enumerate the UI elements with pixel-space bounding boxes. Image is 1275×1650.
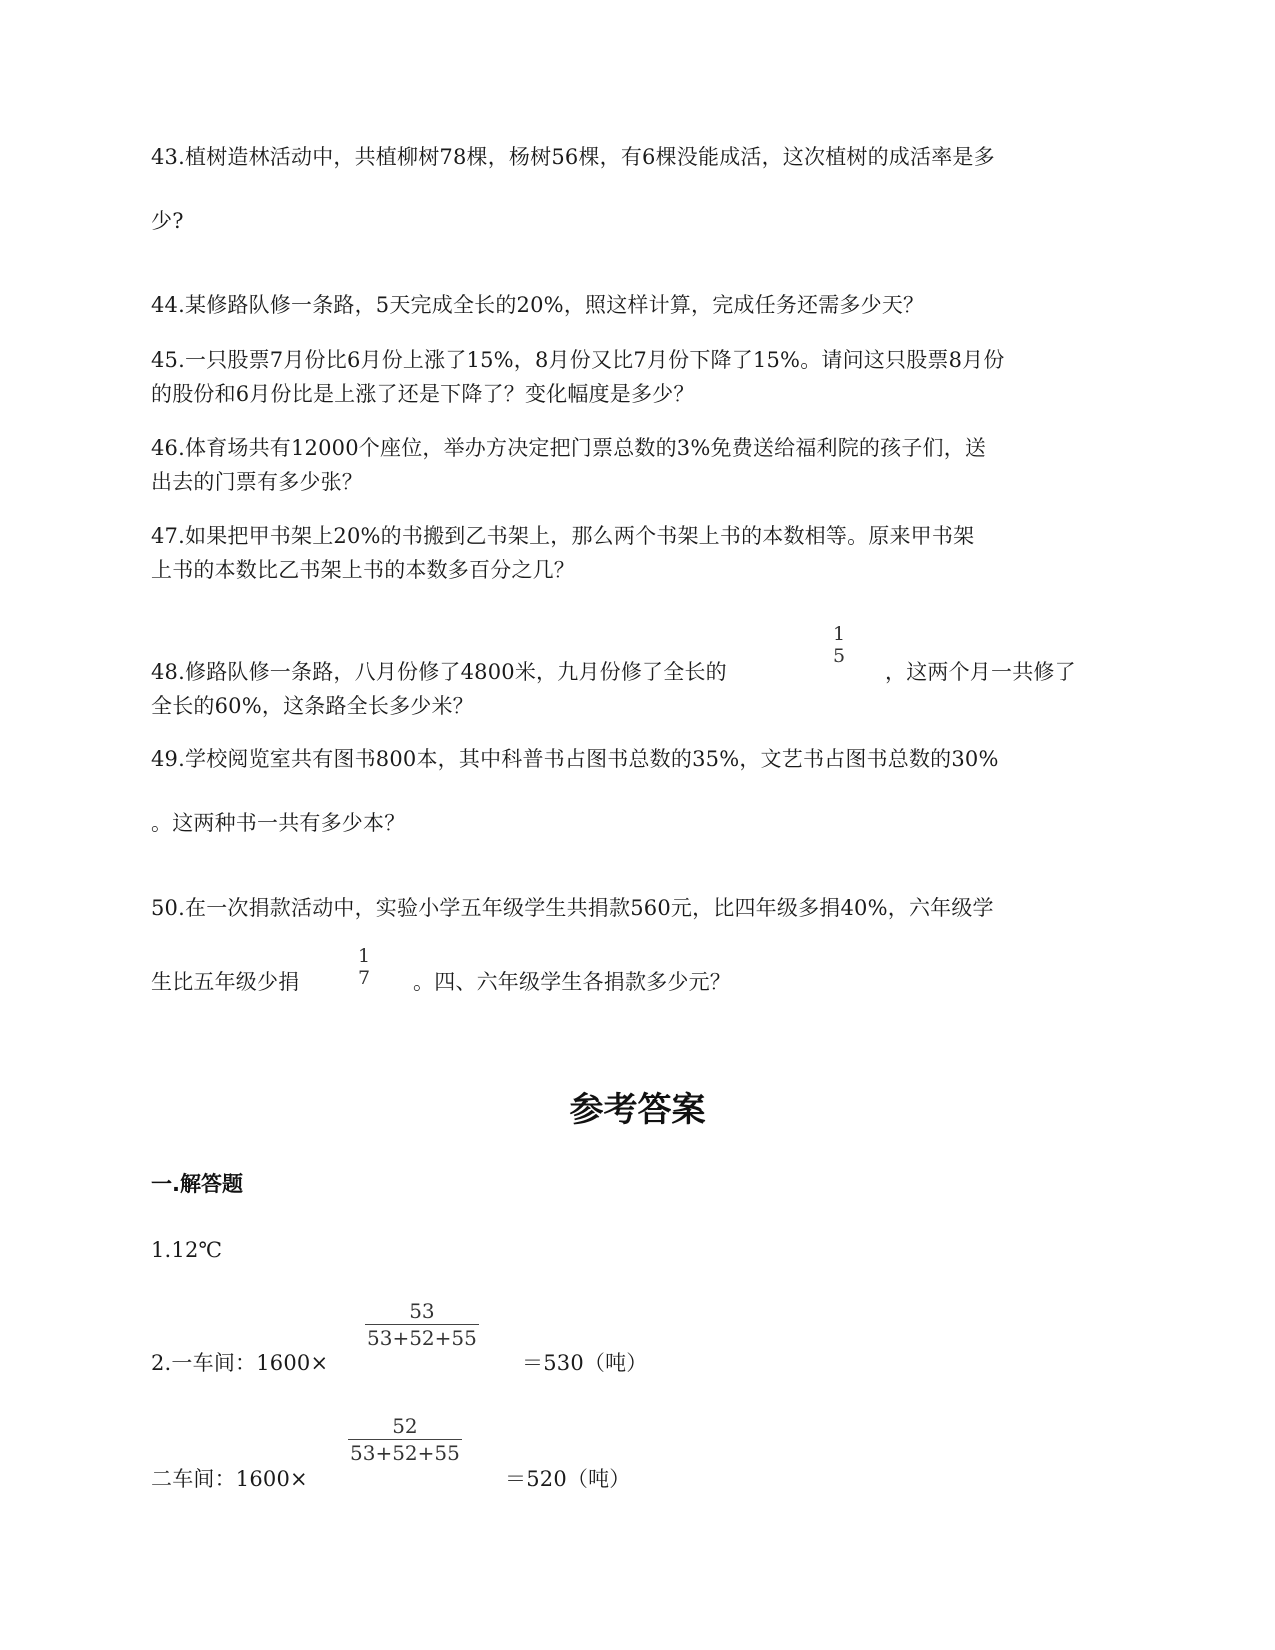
question-50-fraction [356,945,372,989]
fraction-bar [348,1439,462,1440]
fraction-numerator: 1 [833,623,846,645]
question-48-line-1-start: 48.修路队修一条路，八月份修了4800米，九月份修了全长的 [151,660,727,684]
question-47-line-2: 上书的本数比乙书架上书的本数多百分之几？ [151,558,575,582]
answer-1: 1.12℃ [151,1238,223,1262]
answer-2b-result: ＝520（吨） [505,1467,631,1491]
fraction-denominator: 53+52+55 [367,1326,477,1350]
answer-2b-fraction [348,1415,462,1464]
question-45-line-1: 45.一只股票7月份比6月份上涨了15%，8月份又比7月份下降了15%。请问这只股票8月份 [151,348,1005,372]
fraction-denominator: 53+52+55 [350,1441,460,1465]
question-45-line-2: 的股份和6月份比是上涨了还是下降了？变化幅度是多少？ [151,382,695,406]
answer-2b-prefix: 二车间：1600× [151,1467,308,1491]
fraction-denominator: 5 [833,645,846,667]
question-49-line-1: 49.学校阅览室共有图书800本，其中科普书占图书总数的35%，文艺书占图书总数的30% [151,747,999,771]
question-48-fraction [831,623,847,667]
question-50-line-1: 50.在一次捐款活动中，实验小学五年级学生共捐款560元，比四年级多捐40%，六年级学 [151,896,994,920]
fraction-numerator: 52 [392,1414,418,1438]
question-43-line-2: 少? [151,209,184,233]
question-44-line-1: 44.某修路队修一条路，5天完成全长的20%，照这样计算，完成任务还需多少天？ [151,293,925,317]
answer-2-fraction [365,1300,479,1349]
answers-title: 参考答案 [569,1090,706,1130]
fraction-numerator: 1 [358,945,371,967]
question-46-line-1: 46.体育场共有12000个座位，举办方决定把门票总数的3%免费送给福利院的孩子们，送 [151,436,987,460]
answer-2-result: ＝530（吨） [522,1351,648,1375]
answer-2-prefix: 2.一车间：1600× [151,1351,329,1375]
question-46-line-2: 出去的门票有多少张？ [151,470,363,494]
question-47-line-1: 47.如果把甲书架上20%的书搬到乙书架上，那么两个书架上书的本数相等。原来甲书架 [151,524,975,548]
fraction-denominator: 7 [358,967,371,989]
fraction-numerator: 53 [409,1299,435,1323]
question-48-line-1-end: ，这两个月一共修了 [885,660,1076,684]
section-heading: 一.解答题 [151,1172,243,1196]
question-50-line-2-end: 。四、六年级学生各捐款多少元？ [413,970,731,994]
fraction-bar [365,1324,479,1325]
question-50-line-2-start: 生比五年级少捐 [151,970,300,994]
question-43-line-1: 43.植树造林活动中，共植柳树78棵，杨树56棵，有6棵没能成活，这次植树的成活率是多 [151,145,995,169]
question-48-line-2: 全长的60%，这条路全长多少米？ [151,694,474,718]
question-49-line-2: 。这两种书一共有多少本？ [151,811,406,835]
